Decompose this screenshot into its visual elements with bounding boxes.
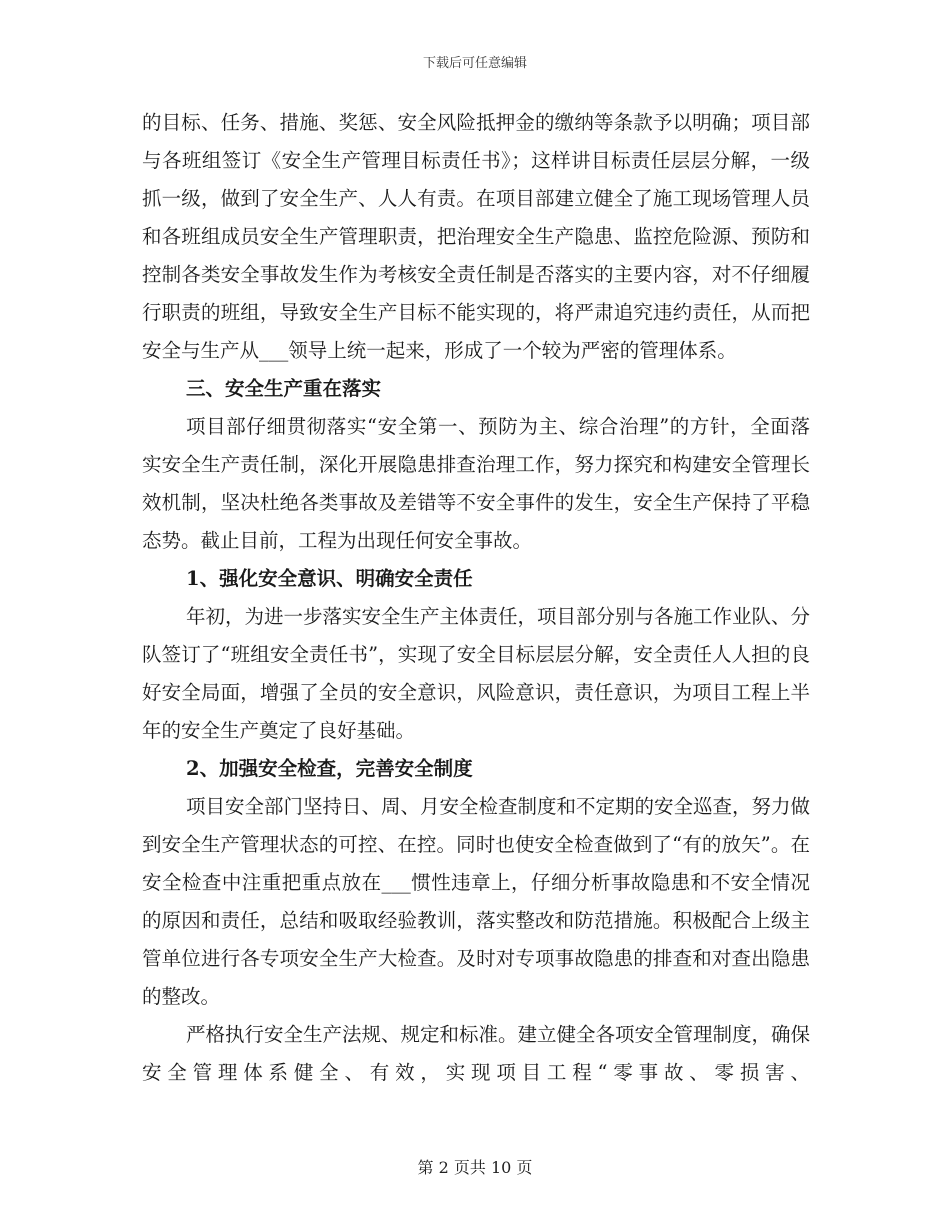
- subheading-1: 1、强化安全意识、明确安全责任: [186, 567, 473, 590]
- paragraph-inspection: 项目安全部门坚持日、周、月安全检查制度和不定期的安全巡查，努力做到安全生产管理状态的可控、在控。同时也使安全检查做到了“有的放矢”。在安全检查中注重把重点放在___惯性违章上，仔细分析事故隐患和不安全情况的原因和责任，总结和吸取经验教训，落实整改和防范措施。积极配合上级主管单位进行各专项安全生产大检查。及时对专项事故隐患的排查和对查出隐患的整改。: [142, 795, 811, 1008]
- paragraph-awareness: 年初，为进一步落实安全生产主体责任，项目部分别与各施工作业队、分队签订了“班组安全责任书”，实现了安全目标层层分解，安全责任人人担的良好安全局面，增强了全员的安全意识，风险意识，责任意识，为项目工程上半年的安全生产奠定了良好基础。: [142, 605, 811, 742]
- paragraph-implementation: 项目部仔细贯彻落实“安全第一、预防为主、综合治理”的方针，全面落实安全生产责任制，深化开展隐患排查治理工作，努力探究和构建安全管理长效机制，坚决杜绝各类事故及差错等不安全事件的发生，安全生产保持了平稳态势。截止目前，工程为出现任何安全事故。: [142, 415, 810, 552]
- section-heading-3: 三、安全生产重在落实: [186, 377, 382, 400]
- page-header: 下载后可任意编辑: [422, 56, 527, 71]
- paragraph-regulations: 严格执行安全生产法规、规定和标准。建立健全各项安全管理制度，确保安全管理体系健全、有效，实现项目工程“零事故、零损害、: [142, 1023, 811, 1084]
- page-footer: 第 2 页共 10 页: [417, 1158, 533, 1177]
- subheading-2: 2、加强安全检查，完善安全制度: [186, 757, 473, 780]
- document-body: [142, 104, 810, 1092]
- paragraph-responsibility-system: 的目标、任务、措施、奖惩、安全风险抵押金的缴纳等条款予以明确；项目部与各班组签订《安全生产管理目标责任书》；这样讲目标责任层层分解，一级抓一级，做到了安全生产、人人有责。在项目部建立健全了施工现场管理人员和各班组成员安全生产管理职责，把治理安全生产隐患、监控危险源、预防和控制各类安全事故发生作为考核安全责任制是否落实的主要内容，对不仔细履行职责的班组，导致安全生产目标不能实现的，将严肃追究违约责任，从而把安全与生产从___领导上统一起来，形成了一个较为严密的管理体系。: [142, 111, 810, 362]
